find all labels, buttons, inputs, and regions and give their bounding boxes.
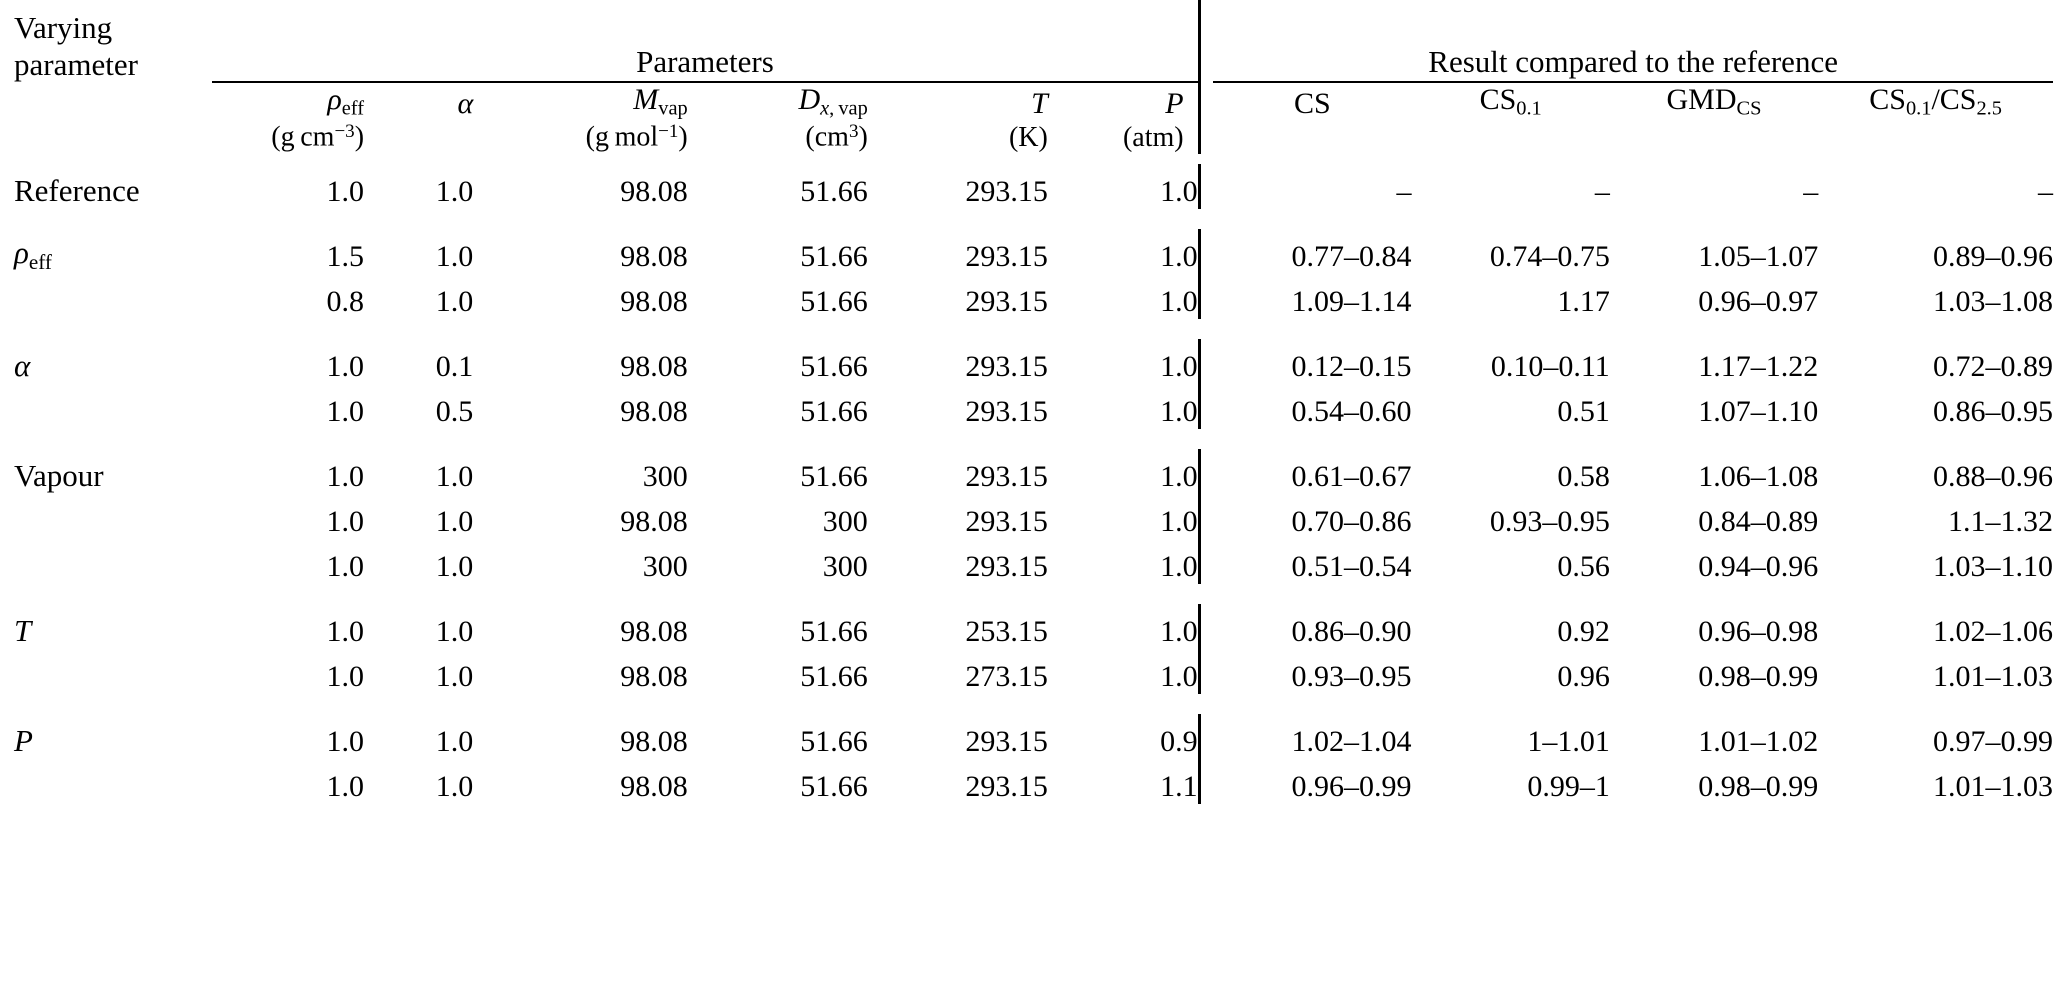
cell-pres: 1.0	[1160, 284, 1198, 318]
cell-pres: 1.0	[1160, 239, 1198, 273]
group-header-result: Result compared to the reference	[1428, 44, 1838, 80]
varying-parameter-line1: Varying	[14, 10, 113, 45]
col-header-gmd-cs: $GMD_{CS}$	[1666, 83, 1762, 120]
row-group-label	[14, 649, 212, 694]
table-row	[14, 229, 2053, 274]
col-header-alpha: α	[457, 86, 474, 120]
cell-pres: 1.0	[1160, 459, 1198, 493]
cell-mvap: 98.08	[620, 239, 688, 273]
group-spacer	[14, 594, 2053, 604]
row-group-label: α	[14, 348, 31, 384]
table-body	[14, 0, 2053, 814]
cell-rho: 1.0	[326, 659, 365, 693]
row-group-label	[14, 539, 212, 584]
cell-ratio: 1.03–1.10	[1933, 549, 2053, 583]
cell-dvap: 51.66	[800, 239, 868, 273]
cell-cs01: 0.99–1	[1527, 769, 1610, 803]
cell-gmd: 0.96–0.97	[1698, 284, 1819, 318]
cell-alpha: 1.0	[435, 724, 474, 758]
cell-alpha: 1.0	[435, 174, 474, 208]
row-group-label	[14, 384, 212, 429]
row-group-label	[14, 494, 212, 539]
cell-dvap: 51.66	[800, 174, 868, 208]
cell-pres: 1.0	[1160, 174, 1198, 208]
results-table	[14, 0, 2053, 814]
col-unit-temperature: (K)	[1008, 121, 1048, 153]
cell-pres: 1.0	[1160, 614, 1198, 648]
spacer-cell	[14, 804, 2053, 814]
cell-temp: 293.15	[965, 724, 1048, 758]
cell-cs: 0.12–0.15	[1291, 349, 1412, 383]
vertical-separator-cell	[1199, 449, 1213, 494]
cell-mvap: 98.08	[620, 394, 688, 428]
cell-rho: 1.0	[326, 174, 365, 208]
col-unit-alpha	[364, 121, 473, 154]
vertical-separator-cell	[1199, 229, 1213, 274]
spacer-cell	[14, 219, 2053, 229]
spacer-cell	[14, 439, 2053, 449]
cell-cs01: –	[1594, 174, 1610, 208]
row-group-label: Reference	[14, 173, 140, 209]
cell-dvap: 300	[822, 549, 868, 583]
spacer-cell	[14, 694, 2053, 704]
varying-parameter-line2: parameter	[14, 46, 138, 82]
row-group-label: P	[14, 723, 33, 759]
table-row	[14, 604, 2053, 649]
col-header-cs01-cs25: $CS_{0.1}/CS_{2.5}$	[1869, 83, 2002, 120]
cell-dvap: 51.66	[800, 724, 868, 758]
cell-alpha: 1.0	[435, 614, 474, 648]
cell-ratio: 1.03–1.08	[1933, 284, 2053, 318]
cell-ratio: 1.01–1.03	[1933, 769, 2053, 803]
cell-cs: 0.96–0.99	[1291, 769, 1412, 803]
cell-cs01: 0.93–0.95	[1489, 504, 1610, 538]
header-blank-unit	[14, 121, 212, 154]
cell-pres: 0.9	[1160, 724, 1198, 758]
spacer-cell	[14, 584, 2053, 594]
cell-rho: 1.0	[326, 769, 365, 803]
vertical-separator	[1199, 0, 1213, 121]
col-header-m-vap: $M_{vap}$	[633, 83, 688, 120]
cell-cs: 0.70–0.86	[1291, 504, 1412, 538]
cell-rho: 1.0	[326, 459, 365, 493]
col-unit-dx-vap: $(cm^3)$	[805, 121, 868, 153]
cell-dvap: 51.66	[800, 769, 868, 803]
cell-cs: –	[1396, 174, 1412, 208]
cell-temp: 293.15	[965, 239, 1048, 273]
group-spacer	[14, 439, 2053, 449]
cell-mvap: 98.08	[620, 349, 688, 383]
cell-mvap: 98.08	[620, 614, 688, 648]
row-group-label: T	[14, 613, 32, 649]
cell-rho: 1.0	[326, 504, 365, 538]
table-row	[14, 164, 2053, 209]
cell-mvap: 98.08	[620, 659, 688, 693]
group-spacer	[14, 219, 2053, 229]
cell-gmd: 0.98–0.99	[1698, 769, 1819, 803]
cell-temp: 253.15	[965, 614, 1048, 648]
cell-temp: 273.15	[965, 659, 1048, 693]
cell-alpha: 1.0	[435, 459, 474, 493]
cell-cs01: 1.17	[1557, 284, 1610, 318]
group-spacer	[14, 584, 2053, 594]
group-spacer	[14, 319, 2053, 329]
col-unit-cs01-cs25	[1818, 121, 2053, 154]
cell-mvap: 300	[642, 459, 688, 493]
cell-cs: 0.51–0.54	[1291, 549, 1412, 583]
col-unit-pressure: (atm)	[1122, 121, 1184, 153]
vertical-separator-cell	[1199, 384, 1213, 429]
varying-parameter-header	[14, 0, 212, 83]
cell-pres: 1.0	[1160, 659, 1198, 693]
cell-ratio: 0.97–0.99	[1933, 724, 2053, 758]
vertical-separator-cell	[1199, 274, 1213, 319]
row-group-label: $\rho_{eff}$	[14, 234, 52, 274]
cell-dvap: 51.66	[800, 659, 868, 693]
cell-gmd: 0.94–0.96	[1698, 549, 1819, 583]
cell-dvap: 300	[822, 504, 868, 538]
cell-ratio: 0.86–0.95	[1933, 394, 2053, 428]
col-unit-m-vap: (g mol$^{-1}$)	[585, 121, 688, 153]
vertical-separator-cell	[1199, 164, 1213, 209]
col-unit-rho-eff: (g $cm^{-3}$)	[271, 121, 365, 153]
cell-alpha: 0.1	[435, 349, 474, 383]
cell-ratio: 0.89–0.96	[1933, 239, 2053, 273]
table-row	[14, 449, 2053, 494]
cell-gmd: 0.96–0.98	[1698, 614, 1819, 648]
cell-rho: 0.8	[326, 284, 365, 318]
table-row	[14, 494, 2053, 539]
cell-cs: 1.02–1.04	[1291, 724, 1412, 758]
cell-cs: 0.54–0.60	[1291, 394, 1412, 428]
cell-pres: 1.0	[1160, 504, 1198, 538]
table-row	[14, 649, 2053, 694]
spacer-cell	[14, 154, 2053, 164]
cell-cs: 1.09–1.14	[1291, 284, 1412, 318]
cell-alpha: 0.5	[435, 394, 474, 428]
col-unit-cs01	[1412, 121, 1610, 154]
cell-ratio: 0.72–0.89	[1933, 349, 2053, 383]
cell-cs01: 0.96	[1557, 659, 1610, 693]
col-header-cs: CS	[1294, 86, 1331, 120]
cell-mvap: 300	[642, 549, 688, 583]
cell-temp: 293.15	[965, 549, 1048, 583]
cell-temp: 293.15	[965, 174, 1048, 208]
cell-gmd: 0.98–0.99	[1698, 659, 1819, 693]
table-row	[14, 339, 2053, 384]
cell-ratio: –	[2038, 174, 2053, 208]
cell-cs01: 0.92	[1557, 614, 1610, 648]
col-header-rho-eff: $\rho_{eff}$	[327, 83, 365, 120]
col-unit-gmd-cs	[1610, 121, 1818, 154]
cell-cs01: 0.10–0.11	[1490, 349, 1610, 383]
cell-ratio: 1.02–1.06	[1933, 614, 2053, 648]
cell-alpha: 1.0	[435, 549, 474, 583]
cell-mvap: 98.08	[620, 724, 688, 758]
cell-rho: 1.0	[326, 549, 365, 583]
cell-dvap: 51.66	[800, 614, 868, 648]
vertical-separator-cell	[1199, 539, 1213, 584]
vertical-separator-cell	[1199, 714, 1213, 759]
cell-temp: 293.15	[965, 459, 1048, 493]
vertical-separator-units	[1199, 121, 1213, 154]
row-group-label: Vapour	[14, 458, 104, 494]
cell-pres: 1.1	[1160, 769, 1198, 803]
group-spacer	[14, 429, 2053, 439]
table-row	[14, 539, 2053, 584]
cell-dvap: 51.66	[800, 459, 868, 493]
cell-mvap: 98.08	[620, 769, 688, 803]
cell-gmd: 1.01–1.02	[1698, 724, 1819, 758]
spacer-cell	[14, 704, 2053, 714]
cell-alpha: 1.0	[435, 239, 474, 273]
group-spacer	[14, 329, 2053, 339]
cell-mvap: 98.08	[620, 174, 688, 208]
cell-alpha: 1.0	[435, 284, 474, 318]
group-spacer	[14, 154, 2053, 164]
cell-cs01: 0.74–0.75	[1489, 239, 1610, 273]
table-row	[14, 714, 2053, 759]
cell-dvap: 51.66	[800, 349, 868, 383]
cell-ratio: 1.1–1.32	[1948, 504, 2053, 538]
col-header-pressure: P	[1165, 86, 1184, 120]
col-header-dx-vap: $D_{x, vap}$	[798, 83, 868, 120]
cell-cs01: 1–1.01	[1527, 724, 1610, 758]
cell-gmd: 1.05–1.07	[1698, 239, 1819, 273]
col-header-cs01: $CS_{0.1}$	[1479, 83, 1542, 120]
spacer-cell	[14, 429, 2053, 439]
col-unit-cs	[1213, 121, 1411, 154]
cell-rho: 1.5	[326, 239, 365, 273]
cell-cs: 0.86–0.90	[1291, 614, 1412, 648]
cell-gmd: –	[1803, 174, 1819, 208]
cell-cs: 0.61–0.67	[1291, 459, 1412, 493]
vertical-separator-cell	[1199, 604, 1213, 649]
cell-temp: 293.15	[965, 349, 1048, 383]
group-spacer	[14, 209, 2053, 219]
group-header-parameters: Parameters	[636, 44, 774, 80]
cell-cs01: 0.51	[1557, 394, 1610, 428]
cell-rho: 1.0	[326, 349, 365, 383]
cell-cs: 0.77–0.84	[1291, 239, 1412, 273]
header-blank	[14, 83, 212, 121]
cell-cs: 0.93–0.95	[1291, 659, 1412, 693]
group-spacer	[14, 804, 2053, 814]
cell-gmd: 1.06–1.08	[1698, 459, 1819, 493]
header-symbol-row	[14, 83, 2053, 121]
cell-temp: 293.15	[965, 284, 1048, 318]
table-row	[14, 274, 2053, 319]
cell-pres: 1.0	[1160, 349, 1198, 383]
row-group-label	[14, 759, 212, 804]
cell-alpha: 1.0	[435, 504, 474, 538]
group-spacer	[14, 694, 2053, 704]
spacer-cell	[14, 594, 2053, 604]
cell-gmd: 1.17–1.22	[1698, 349, 1819, 383]
header-unit-row	[14, 121, 2053, 154]
spacer-cell	[14, 209, 2053, 219]
cell-rho: 1.0	[326, 394, 365, 428]
vertical-separator-cell	[1199, 339, 1213, 384]
cell-pres: 1.0	[1160, 394, 1198, 428]
cell-dvap: 51.66	[800, 394, 868, 428]
header-group-row	[14, 0, 2053, 80]
cell-temp: 293.15	[965, 769, 1048, 803]
cell-mvap: 98.08	[620, 284, 688, 318]
col-header-temperature: T	[1031, 86, 1048, 120]
table-row	[14, 759, 2053, 804]
cell-alpha: 1.0	[435, 769, 474, 803]
cell-alpha: 1.0	[435, 659, 474, 693]
cell-cs01: 0.56	[1557, 549, 1610, 583]
spacer-cell	[14, 329, 2053, 339]
cell-rho: 1.0	[326, 614, 365, 648]
cell-temp: 293.15	[965, 504, 1048, 538]
cell-rho: 1.0	[326, 724, 365, 758]
cell-dvap: 51.66	[800, 284, 868, 318]
row-group-label	[14, 274, 212, 319]
cell-gmd: 1.07–1.10	[1698, 394, 1819, 428]
vertical-separator-cell	[1199, 759, 1213, 804]
vertical-separator-cell	[1199, 494, 1213, 539]
cell-ratio: 0.88–0.96	[1933, 459, 2053, 493]
cell-gmd: 0.84–0.89	[1698, 504, 1819, 538]
cell-ratio: 1.01–1.03	[1933, 659, 2053, 693]
cell-pres: 1.0	[1160, 549, 1198, 583]
vertical-separator-cell	[1199, 649, 1213, 694]
cell-mvap: 98.08	[620, 504, 688, 538]
cell-cs01: 0.58	[1557, 459, 1610, 493]
cell-temp: 293.15	[965, 394, 1048, 428]
spacer-cell	[14, 319, 2053, 329]
group-spacer	[14, 704, 2053, 714]
table-row	[14, 384, 2053, 429]
